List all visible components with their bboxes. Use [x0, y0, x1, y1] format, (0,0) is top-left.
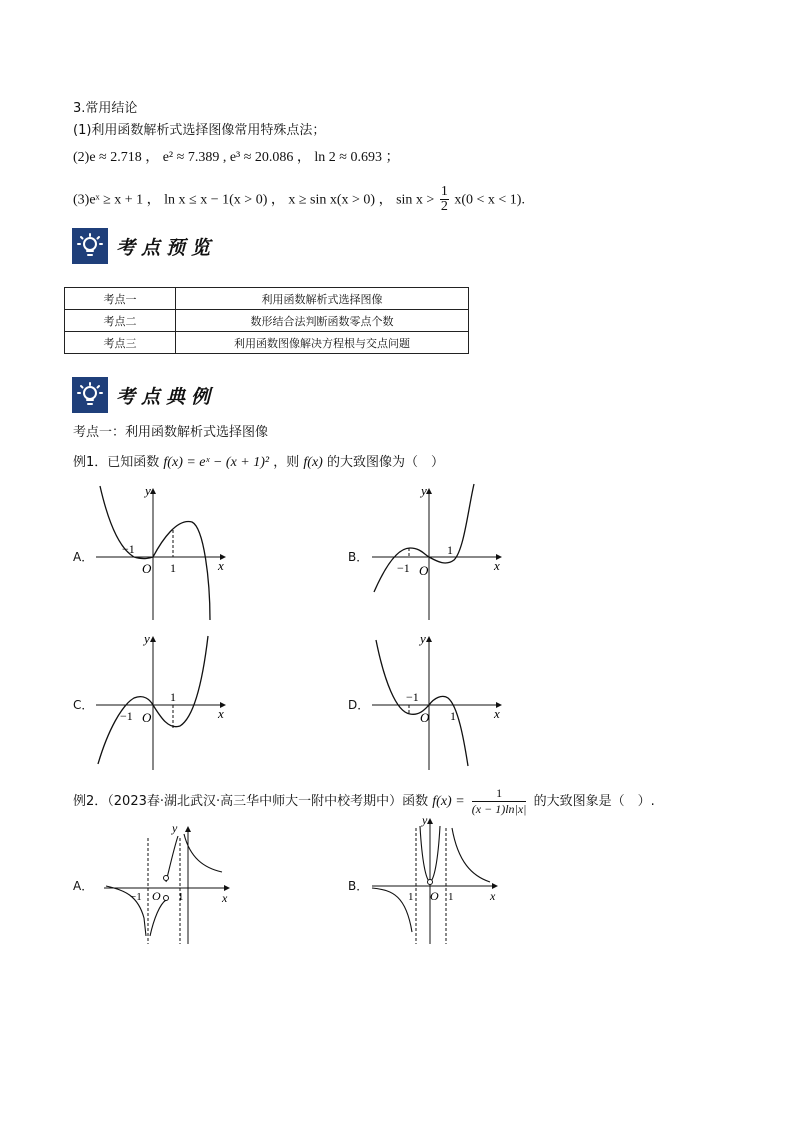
- banner-examples-title: 考点典例: [116, 385, 217, 408]
- svg-text:O: O: [430, 889, 439, 903]
- graph-2b[interactable]: [368, 812, 508, 947]
- svg-text:O: O: [420, 710, 430, 725]
- svg-text:y: y: [145, 483, 151, 498]
- svg-text:−1: −1: [406, 690, 419, 704]
- svg-text:y: y: [172, 821, 178, 835]
- table-cell-label: 考点二: [65, 310, 176, 332]
- table-row: [65, 310, 469, 332]
- conclusion-2: (2)e ≈ 2.718 ， e² ≈ 7.389 , e³ ≈ 20.086 ， ln 2 ≈ 0.693 ；: [73, 150, 400, 165]
- svg-text:x: x: [490, 889, 496, 903]
- svg-text:−1: −1: [120, 709, 133, 723]
- option-a-label[interactable]: A．: [73, 550, 94, 564]
- svg-text:x: x: [494, 706, 500, 721]
- svg-text:x: x: [222, 891, 228, 905]
- svg-text:1: 1: [170, 561, 176, 575]
- svg-text:y: y: [422, 813, 428, 827]
- example2-question: 例2．（2023春·湖北武汉·高三华中师大一附中校考期中）函数 f(x) = $\frac{1}{(x - 1)\ln|x|}$ 的大致图象是（ ）.: [73, 786, 655, 816]
- svg-text:O: O: [142, 561, 152, 576]
- graph-1b[interactable]: [368, 480, 513, 625]
- banner-preview: [72, 226, 216, 266]
- table-cell-content: 利用函数图像解决方程根与交点问题: [176, 332, 469, 354]
- svg-text:−1: −1: [130, 891, 142, 903]
- graph-1d[interactable]: [368, 630, 513, 775]
- banner-preview-title: 考点预览: [116, 236, 217, 259]
- svg-text:−1: −1: [122, 542, 135, 556]
- example1-question: 例1．已知函数 f(x) = eˣ − (x + 1)² ，则 f(x) 的大致图像为（ ）: [73, 455, 444, 470]
- option-a-label-2[interactable]: A．: [73, 879, 94, 893]
- table-cell-content: 数形结合法判断函数零点个数: [176, 310, 469, 332]
- graph-2a[interactable]: [100, 818, 240, 948]
- svg-text:−1: −1: [397, 561, 410, 575]
- option-b-label-2[interactable]: B．: [348, 879, 369, 893]
- option-d-label[interactable]: D．: [348, 698, 370, 712]
- svg-text:x: x: [218, 706, 224, 721]
- fraction-half: $\frac{1}{2}$: [440, 184, 448, 214]
- graph-1c[interactable]: [92, 630, 237, 775]
- banner-examples: [72, 375, 216, 415]
- lightbulb-icon: [72, 228, 108, 264]
- section-heading: 3.常用结论: [73, 101, 138, 116]
- svg-text:1: 1: [178, 891, 184, 903]
- svg-text:O: O: [152, 889, 161, 903]
- svg-text:1: 1: [450, 709, 456, 723]
- table-cell-content: 利用函数解析式选择图像: [176, 288, 469, 310]
- graph-1a[interactable]: [92, 480, 237, 625]
- svg-text:1: 1: [447, 543, 453, 557]
- option-b-label[interactable]: B．: [348, 550, 369, 564]
- svg-text:1: 1: [408, 891, 414, 903]
- topic1-heading: 考点一：利用函数解析式选择图像: [73, 425, 269, 440]
- svg-text:y: y: [144, 631, 150, 646]
- conclusion-3: (3)eˣ ≥ x + 1 ， ln x ≤ x − 1(x > 0) ， x ≥ sin x(x > 0) ， sin x > $\frac{1}{2}$ x(0 < x < 1).: [73, 184, 525, 214]
- svg-text:O: O: [419, 563, 429, 578]
- option-c-label[interactable]: C．: [73, 698, 94, 712]
- table-cell-label: 考点三: [65, 332, 176, 354]
- table-cell-label: 考点一: [65, 288, 176, 310]
- svg-text:y: y: [420, 631, 426, 646]
- table-row: [65, 332, 469, 354]
- svg-text:1: 1: [448, 891, 454, 903]
- svg-text:x: x: [218, 558, 224, 573]
- svg-text:1: 1: [170, 690, 176, 704]
- svg-text:O: O: [142, 710, 152, 725]
- lightbulb-icon: [72, 377, 108, 413]
- fraction-f: $\frac{1}{(x - 1)\ln|x|}$: [471, 786, 527, 816]
- table-row: [65, 288, 469, 310]
- svg-text:x: x: [494, 558, 500, 573]
- topic-table: [64, 287, 469, 354]
- svg-text:y: y: [421, 483, 427, 498]
- conclusion-1: (1)利用函数解析式选择图像常用特殊点法；: [73, 123, 326, 138]
